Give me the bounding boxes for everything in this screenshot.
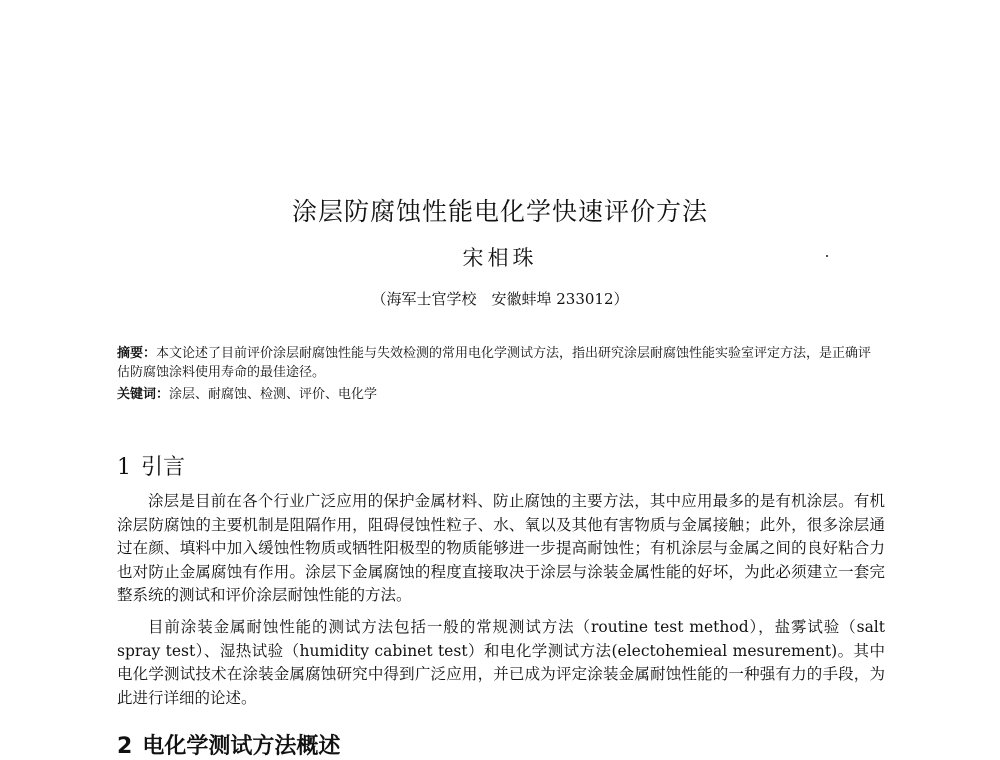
abstract-label: 摘要： xyxy=(117,346,157,361)
section-heading-introduction xyxy=(117,450,185,481)
section-title: 引言 xyxy=(141,455,186,480)
abstract xyxy=(117,344,883,382)
paper-title: 涂层防腐蚀性能电化学快速评价方法 xyxy=(291,197,708,226)
keywords xyxy=(117,385,883,404)
section-heading-electrochemical xyxy=(117,729,340,760)
author-affiliation: （海军士官学校 安徽蚌埠 233012） xyxy=(371,290,629,308)
section-number: 1 xyxy=(117,455,131,480)
author-name: 宋相珠 xyxy=(462,246,538,270)
abstract-text: 本文论述了目前评价涂层耐腐蚀性能与失效检测的常用电化学测试方法，指出研究涂层耐腐蚀性能实验室评定方法，是正确评估防腐蚀涂料使用寿命的最佳途径。 xyxy=(117,346,872,380)
paragraph: 目前涂装金属耐蚀性能的测试方法包括一般的常规测试方法（routine test method），盐雾试验（salt spray test）、湿热试验（humidity cabinet test）和电化学测试方法(electohemieal mesurement)。其中电化学测试技术在涂装金属腐蚀研究中得到广泛应用，并已成为评定涂装金属耐蚀性能的一种强有力的手段，为此进行详细的论述。 xyxy=(117,618,885,707)
keywords-label: 关键词： xyxy=(117,387,170,402)
scan-speck xyxy=(826,255,828,257)
keywords-text: 涂层、耐腐蚀、检测、评价、电化学 xyxy=(169,387,378,402)
section-title: 电化学测试方法概述 xyxy=(142,734,341,759)
paragraph: 涂层是目前在各个行业广泛应用的保护金属材料、防止腐蚀的主要方法，其中应用最多的是有机涂层。有机涂层防腐蚀的主要机制是阻隔作用，阻碍侵蚀性粒子、水、氧以及其他有害物质与金属接触；此外，很多涂层通过在颜、填料中加入缓蚀性物质或牺牲阳极型的物质能够进一步提高耐蚀性；有机涂层与金属之间的良好粘合力也对防止金属腐蚀有作用。涂层下金属腐蚀的程度直接取决于涂层与涂装金属性能的好坏，为此必须建立一套完整系统的测试和评价涂层耐蚀性能的方法。 xyxy=(117,492,885,604)
section-number: 2 xyxy=(117,734,133,759)
